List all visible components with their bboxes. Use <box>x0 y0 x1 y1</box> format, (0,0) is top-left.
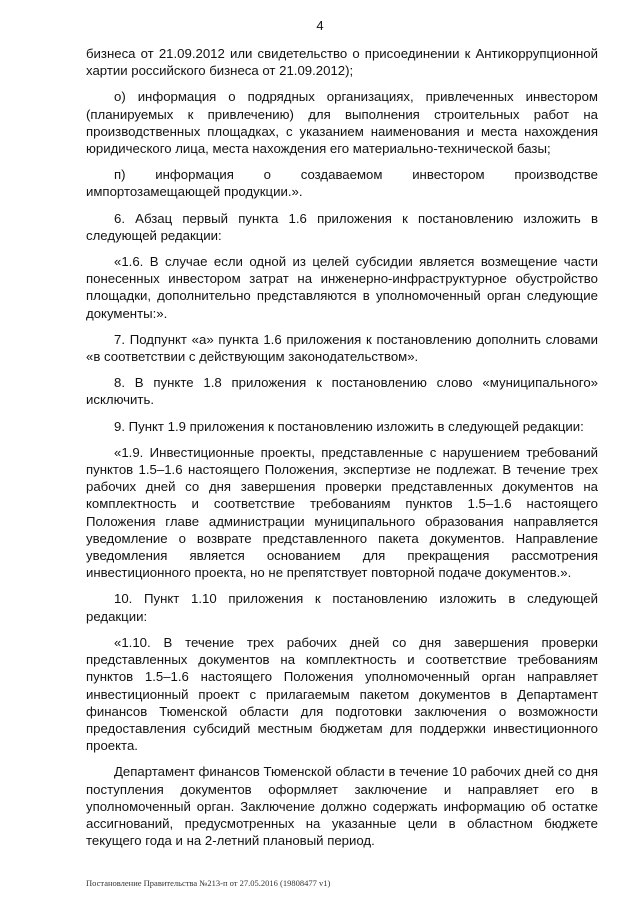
paragraph-9: 9. Пункт 1.9 приложения к постановлению изложить в следующей редакции: <box>114 418 584 434</box>
paragraph-department: Департамент финансов Тюменской области в течение 10 рабочих дней со дня поступления документов оформляет заключение и направляет его в уполномоченный орган. Заключение должно содержать информацию об остатке ассигнований, предусмотренных на указанные цели в областном бюджете текущего года и на 2-летний плановый период. <box>86 764 598 849</box>
paragraph-1-9-quote: «1.9. Инвестиционные проекты, представленные с нарушением требований пунктов 1.5–1.6 настоящего Положения, экспертизе не подлежат. В течение трех рабочих дней со дня завершения проверки представленных документов на комплектность и соответствие требованиям пунктов 1.5–1.6 настоящего Положения главе администрации муниципального образования направляется уведомление о возврате представленного пакета документов. Направление уведомления является основанием для прекращения рассмотрения инвестиционного проекта, но не препятствует повторной подаче документов.». <box>86 444 598 581</box>
paragraph-8: 8. В пункте 1.8 приложения к постановлению слово «муниципального» исключить. <box>86 375 598 408</box>
paragraph-10: 10. Пункт 1.10 приложения к постановлению изложить в следующей редакции: <box>86 591 598 624</box>
paragraph-continuation: бизнеса от 21.09.2012 или свидетельство о присоединении к Антикоррупционной хартии российского бизнеса от 21.09.2012); <box>86 46 598 79</box>
document-body <box>86 45 598 858</box>
paragraph-1-6-quote: «1.6. В случае если одной из целей субсидии является возмещение части понесенных инвестором затрат на инженерно-инфраструктурное обустройство площадки, дополнительно представляются в уполномоченный орган следующие документы:». <box>86 254 598 321</box>
paragraph-item-p: п) информация о создаваемом инвестором производстве импортозамещающей продукции.». <box>86 167 598 200</box>
paragraph-1-10-quote: «1.10. В течение трех рабочих дней со дня завершения проверки представленных документов на комплектность и соответствие требованиям пунктов 1.5–1.6 настоящего Положения уполномоченный орган направляет инвестиционный проект с прилагаемым пакетом документов в Департамент финансов Тюменской области для подготовки заключения о возможности предоставления субсидий местным бюджетам для поддержки инвестиционного проекта. <box>86 634 598 754</box>
paragraph-6: 6. Абзац первый пункта 1.6 приложения к постановлению изложить в следующей редакции: <box>86 210 598 243</box>
page-number: 4 <box>316 18 324 33</box>
paragraph-7: 7. Подпункт «а» пункта 1.6 приложения к постановлению дополнить словами «в соответствии с действующим законодательством». <box>86 331 598 365</box>
document-footer: Постановление Правительства №213-п от 27.05.2016 (19808477 v1) <box>86 878 331 888</box>
paragraph-item-o: о) информация о подрядных организациях, привлеченных инвестором (планируемых к привлечению) для выполнения строительных работ на производственных площадках, с указанием наименования и места нахождения юридического лица, места нахождения его материально-технической базы; <box>86 89 598 157</box>
